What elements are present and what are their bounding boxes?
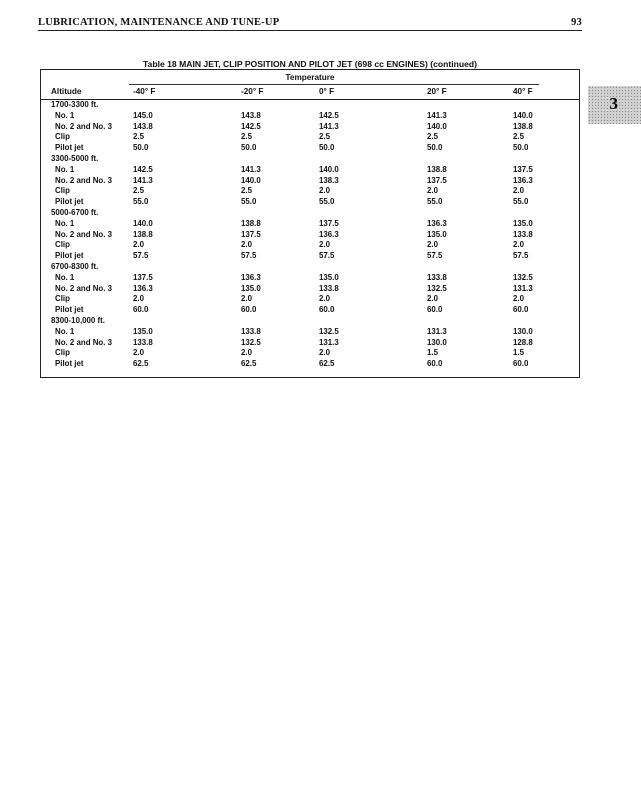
table-cell: 135.0 bbox=[513, 218, 533, 228]
table-cell: 138.8 bbox=[513, 121, 533, 131]
table-cell: 141.3 bbox=[319, 121, 339, 131]
altitude-group-row bbox=[41, 100, 579, 111]
table-cell: 2.5 bbox=[513, 132, 524, 142]
row-label: No. 2 and No. 3 bbox=[55, 337, 112, 347]
table-cell: 2.0 bbox=[241, 240, 252, 250]
table-cell: 138.3 bbox=[319, 175, 339, 185]
table-row bbox=[41, 165, 579, 176]
table-cell: 55.0 bbox=[133, 197, 149, 207]
table-row bbox=[41, 284, 579, 295]
table-cell: 138.8 bbox=[241, 218, 261, 228]
altitude-label: 3300-5000 ft. bbox=[51, 153, 99, 163]
table-cell: 133.8 bbox=[319, 283, 339, 293]
table-cell: 2.0 bbox=[427, 240, 438, 250]
table-cell: 60.0 bbox=[513, 305, 529, 315]
row-label: No. 1 bbox=[55, 326, 75, 336]
table-cell: 136.3 bbox=[513, 175, 533, 185]
column-header-40: 40° F bbox=[513, 87, 533, 96]
table-cell: 57.5 bbox=[319, 251, 335, 261]
table-cell: 55.0 bbox=[513, 197, 529, 207]
column-header-minus20: -20° F bbox=[241, 87, 264, 96]
table-cell: 145.0 bbox=[133, 110, 153, 120]
altitude-label: 1700-3300 ft. bbox=[51, 100, 99, 109]
row-label: No. 1 bbox=[55, 164, 75, 174]
row-label: No. 2 and No. 3 bbox=[55, 283, 112, 293]
row-label: No. 2 and No. 3 bbox=[55, 175, 112, 185]
column-header-minus40: -40° F bbox=[133, 87, 156, 96]
table-cell: 138.8 bbox=[427, 164, 447, 174]
table-cell: 2.0 bbox=[513, 186, 524, 196]
table-cell: 141.3 bbox=[133, 175, 153, 185]
table-cell: 136.3 bbox=[427, 218, 447, 228]
table-cell: 55.0 bbox=[241, 197, 257, 207]
table-row bbox=[41, 197, 579, 208]
chapter-title: LUBRICATION, MAINTENANCE AND TUNE-UP bbox=[38, 17, 280, 28]
table-cell: 140.0 bbox=[319, 164, 339, 174]
table-cell: 57.5 bbox=[241, 251, 257, 261]
row-label: Pilot jet bbox=[55, 359, 84, 369]
jet-table bbox=[40, 69, 580, 378]
table-cell: 128.8 bbox=[513, 337, 533, 347]
table-cell: 135.0 bbox=[133, 326, 153, 336]
table-cell: 60.0 bbox=[427, 359, 443, 369]
table-row bbox=[41, 240, 579, 251]
row-label: Clip bbox=[55, 132, 70, 142]
table-cell: 2.5 bbox=[133, 132, 144, 142]
table-cell: 143.8 bbox=[133, 121, 153, 131]
table-row bbox=[41, 305, 579, 316]
table-cell: 136.3 bbox=[319, 229, 339, 239]
row-label: Pilot jet bbox=[55, 197, 84, 207]
column-header-0: 0° F bbox=[319, 87, 335, 96]
table-cell: 1.5 bbox=[513, 348, 524, 358]
table-cell: 2.5 bbox=[241, 186, 252, 196]
table-cell: 2.0 bbox=[319, 348, 330, 358]
table-cell: 2.0 bbox=[319, 186, 330, 196]
header-rule bbox=[38, 30, 582, 31]
table-cell: 60.0 bbox=[427, 305, 443, 315]
table-cell: 141.3 bbox=[427, 110, 447, 120]
table-cell: 140.0 bbox=[513, 110, 533, 120]
table-cell: 136.3 bbox=[241, 272, 261, 282]
table-row bbox=[41, 122, 579, 133]
table-row bbox=[41, 273, 579, 284]
table-row bbox=[41, 219, 579, 230]
table-cell: 135.0 bbox=[319, 272, 339, 282]
table-row bbox=[41, 327, 579, 338]
table-cell: 143.8 bbox=[241, 110, 261, 120]
table-cell: 142.5 bbox=[241, 121, 261, 131]
table-cell: 55.0 bbox=[427, 197, 443, 207]
row-label: No. 2 and No. 3 bbox=[55, 229, 112, 239]
table-cell: 140.0 bbox=[133, 218, 153, 228]
table-cell: 142.5 bbox=[133, 164, 153, 174]
table-cell: 57.5 bbox=[133, 251, 149, 261]
table-cell: 50.0 bbox=[513, 143, 529, 153]
table-cell: 130.0 bbox=[513, 326, 533, 336]
altitude-label: 6700-8300 ft. bbox=[51, 261, 99, 271]
row-label: No. 1 bbox=[55, 272, 75, 282]
table-cell: 140.0 bbox=[241, 175, 261, 185]
table-row bbox=[41, 359, 579, 370]
altitude-group-row bbox=[41, 154, 579, 165]
table-cell: 137.5 bbox=[133, 272, 153, 282]
table-cell: 62.5 bbox=[241, 359, 257, 369]
temperature-rule bbox=[129, 84, 539, 85]
table-cell: 142.5 bbox=[319, 110, 339, 120]
table-cell: 132.5 bbox=[319, 326, 339, 336]
table-cell: 2.0 bbox=[133, 348, 144, 358]
table-cell: 131.3 bbox=[319, 337, 339, 347]
table-cell: 137.5 bbox=[427, 175, 447, 185]
table-cell: 137.5 bbox=[319, 218, 339, 228]
table-cell: 60.0 bbox=[513, 359, 529, 369]
table-row bbox=[41, 251, 579, 262]
table-row bbox=[41, 132, 579, 143]
chapter-tab bbox=[588, 86, 641, 124]
table-cell: 131.3 bbox=[513, 283, 533, 293]
table-cell: 60.0 bbox=[319, 305, 335, 315]
table-cell: 2.0 bbox=[513, 294, 524, 304]
table-cell: 57.5 bbox=[427, 251, 443, 261]
table-cell: 2.5 bbox=[319, 132, 330, 142]
table-row bbox=[41, 143, 579, 154]
table-cell: 137.5 bbox=[241, 229, 261, 239]
table-body bbox=[41, 100, 579, 370]
row-label: Clip bbox=[55, 348, 70, 358]
row-label: Clip bbox=[55, 240, 70, 250]
altitude-group-row bbox=[41, 208, 579, 219]
altitude-label: 8300-10,000 ft. bbox=[51, 315, 105, 325]
table-row bbox=[41, 230, 579, 241]
table-cell: 55.0 bbox=[319, 197, 335, 207]
row-label: Clip bbox=[55, 186, 70, 196]
altitude-label: 5000-6700 ft. bbox=[51, 207, 99, 217]
table-cell: 2.0 bbox=[241, 348, 252, 358]
table-cell: 140.0 bbox=[427, 121, 447, 131]
table-cell: 136.3 bbox=[133, 283, 153, 293]
table-cell: 2.0 bbox=[427, 294, 438, 304]
table-cell: 133.8 bbox=[241, 326, 261, 336]
table-cell: 62.5 bbox=[133, 359, 149, 369]
table-cell: 57.5 bbox=[513, 251, 529, 261]
table-row bbox=[41, 176, 579, 187]
table-cell: 50.0 bbox=[427, 143, 443, 153]
running-head bbox=[38, 17, 582, 28]
table-cell: 1.5 bbox=[427, 348, 438, 358]
row-label: Pilot jet bbox=[55, 143, 84, 153]
table-cell: 135.0 bbox=[241, 283, 261, 293]
table-cell: 132.5 bbox=[241, 337, 261, 347]
table-cell: 137.5 bbox=[513, 164, 533, 174]
temperature-label: Temperature bbox=[285, 73, 335, 82]
row-label: Pilot jet bbox=[55, 251, 84, 261]
table-row bbox=[41, 111, 579, 122]
table-cell: 62.5 bbox=[319, 359, 335, 369]
chapter-tab-label: 3 bbox=[609, 94, 618, 113]
table-row bbox=[41, 348, 579, 359]
table-cell: 2.0 bbox=[513, 240, 524, 250]
table-row bbox=[41, 186, 579, 197]
table-row bbox=[41, 294, 579, 305]
table-cell: 2.0 bbox=[319, 294, 330, 304]
table-cell: 133.8 bbox=[133, 337, 153, 347]
table-cell: 131.3 bbox=[427, 326, 447, 336]
column-header-20: 20° F bbox=[427, 87, 447, 96]
table-cell: 2.0 bbox=[133, 240, 144, 250]
table-cell: 2.0 bbox=[427, 186, 438, 196]
table-cell: 2.0 bbox=[241, 294, 252, 304]
table-cell: 2.5 bbox=[133, 186, 144, 196]
altitude-group-row bbox=[41, 262, 579, 273]
table-cell: 50.0 bbox=[133, 143, 149, 153]
altitude-group-row bbox=[41, 316, 579, 327]
table-cell: 60.0 bbox=[133, 305, 149, 315]
row-label: Clip bbox=[55, 294, 70, 304]
table-caption: Table 18 MAIN JET, CLIP POSITION AND PILOT JET (698 cc ENGINES) (continued) bbox=[142, 59, 478, 69]
table-row bbox=[41, 338, 579, 349]
page-number: 93 bbox=[571, 17, 582, 28]
table-cell: 2.5 bbox=[241, 132, 252, 142]
table-cell: 135.0 bbox=[427, 229, 447, 239]
table-cell: 2.0 bbox=[319, 240, 330, 250]
table-cell: 132.5 bbox=[427, 283, 447, 293]
table-cell: 130.0 bbox=[427, 337, 447, 347]
row-label: No. 1 bbox=[55, 110, 75, 120]
row-label: No. 2 and No. 3 bbox=[55, 121, 112, 131]
table-cell: 133.8 bbox=[427, 272, 447, 282]
table-cell: 133.8 bbox=[513, 229, 533, 239]
table-cell: 2.0 bbox=[133, 294, 144, 304]
table-cell: 50.0 bbox=[319, 143, 335, 153]
table-cell: 132.5 bbox=[513, 272, 533, 282]
table-cell: 2.5 bbox=[427, 132, 438, 142]
column-header-altitude: Altitude bbox=[51, 87, 82, 96]
table-cell: 141.3 bbox=[241, 164, 261, 174]
row-label: No. 1 bbox=[55, 218, 75, 228]
table-cell: 138.8 bbox=[133, 229, 153, 239]
row-label: Pilot jet bbox=[55, 305, 84, 315]
table-cell: 50.0 bbox=[241, 143, 257, 153]
table-cell: 60.0 bbox=[241, 305, 257, 315]
